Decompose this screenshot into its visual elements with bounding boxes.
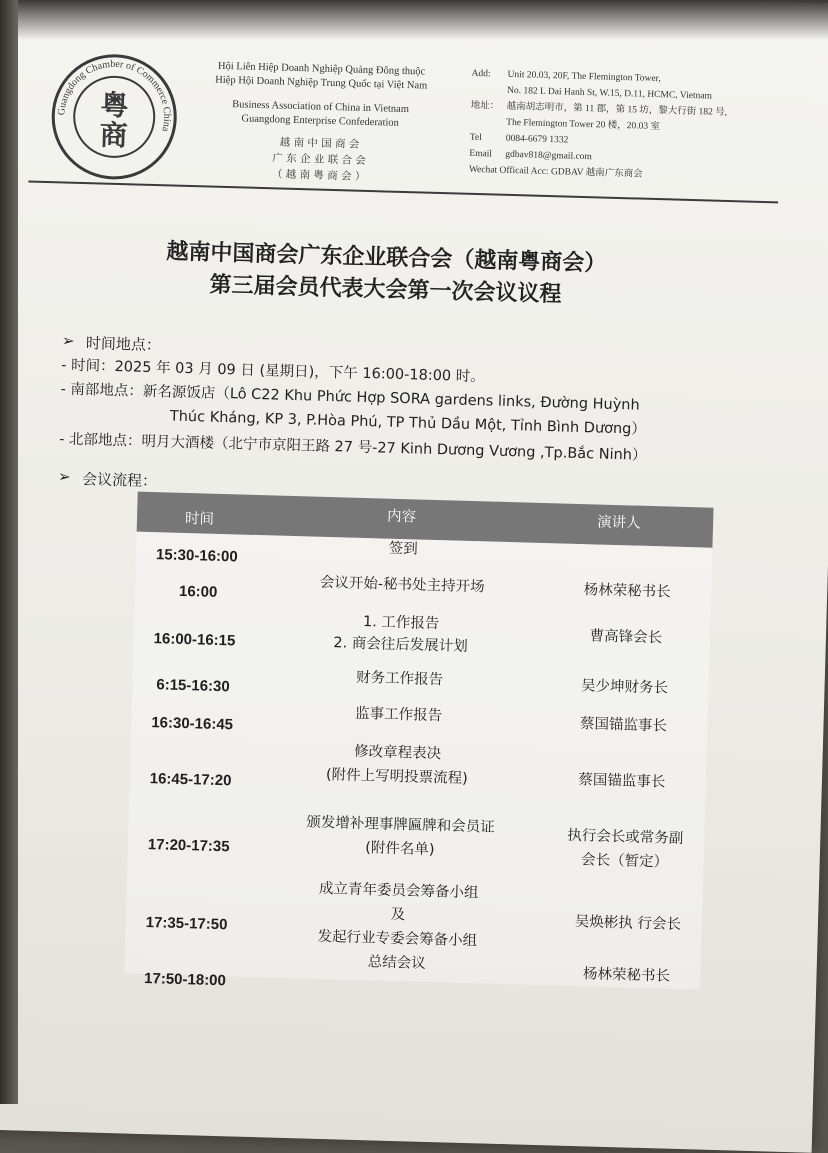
col-header-content: 内容 — [386, 508, 417, 526]
table-row-content: 及 — [390, 906, 406, 924]
header-en-line1: Business Association of China in Vietnam — [232, 99, 410, 116]
address-add-line1: Unit 20.03, 20F, The Flemington Tower, — [507, 69, 661, 85]
table-row-speaker: 会长（暂定） — [580, 852, 669, 871]
table-row-time: 15:30-16:00 — [155, 546, 238, 566]
address-dizhi-line1: 越南胡志明市，第 11 郡，第 15 坊，黎大行街 182 号, — [506, 101, 728, 118]
col-header-speaker: 演讲人 — [596, 514, 641, 532]
page-title-line1: 越南中国商会广东企业联合会（越南粤商会） — [166, 238, 607, 277]
section-time-location: 时间地点： — [85, 334, 162, 355]
header-cn-line2: 广 东 企 业 联 合 会 — [272, 152, 367, 167]
table-row-content: 2. 商会往后发展计划 — [333, 635, 468, 655]
north-location-line: - 北部地点：明月大酒楼（北宁市京阳王路 27 号-27 Kinh Dương Vương ,Tp.Bắc Ninh） — [58, 431, 647, 464]
header-cn-line3: （ 越 南 粤 商 会 ） — [271, 168, 366, 183]
table-row-speaker: 曹高锋会长 — [589, 628, 663, 647]
time-line: - 时间：2025 年 03 月 09 日 (星期日)，下午 16:00-18:00 时。 — [61, 357, 485, 386]
table-row-speaker: 吴少坤财务长 — [580, 678, 669, 697]
bullet-arrow-icon: ➢ — [57, 467, 71, 486]
header-vn-line2: Hiệp Hội Doanh Nghiệp Trung Quốc tại Việt Nam — [215, 74, 428, 92]
seal-ring-text: Guangdong Chamber of Commerce China — [56, 58, 173, 133]
table-row-speaker: 蔡国锚监事长 — [579, 716, 668, 735]
table-row-time: 16:00 — [178, 582, 218, 601]
chamber-seal-logo — [48, 51, 180, 183]
table-row-content: 会议开始-秘书处主持开场 — [319, 574, 485, 596]
table-row-content: 成立青年委员会筹备小组 — [318, 880, 479, 902]
south-location-line1: - 南部地点：新名源饭店（Lô C22 Khu Phức Hợp SORA gardens links, Đường Huỳnh — [60, 381, 640, 414]
table-row-content: 签到 — [388, 540, 418, 558]
tel-value: 0084-6679 1332 — [505, 133, 569, 146]
photo-shadow-left — [0, 0, 18, 1104]
seal-char-yue: 粤 — [100, 88, 130, 123]
address-add-label: Add: — [471, 68, 491, 80]
email-value: gdbav818@gmail.com — [505, 149, 593, 163]
table-row-speaker: 杨林荣秘书长 — [583, 582, 671, 601]
table-row-time: 16:00-16:15 — [153, 630, 236, 650]
email-label: Email — [469, 148, 493, 160]
table-row-content: 财务工作报告 — [355, 669, 444, 689]
table-row-content: 总结会议 — [367, 954, 426, 972]
table-row-content: 修改章程表决 — [353, 743, 442, 763]
table-row-time: 17:20-17:35 — [147, 836, 230, 856]
table-row-time: 6:15-16:30 — [156, 676, 230, 696]
south-location-line2: Thúc Kháng, KP 3, P.Hòa Phú, TP Thủ Dầu Một, Tỉnh Bình Dương） — [169, 408, 647, 438]
header-cn-line1: 越 南 中 国 商 会 — [279, 136, 360, 151]
page-title-line2: 第三届会员代表大会第一次会议议程 — [209, 271, 562, 308]
col-header-time: 时间 — [184, 510, 215, 528]
header-en-line2: Guangdong Enterprise Confederation — [241, 113, 400, 129]
table-row-content: 发起行业专委会筹备小组 — [317, 928, 478, 950]
table-row-speaker: 蔡国锚监事长 — [578, 772, 666, 791]
photo-shadow-top — [0, 0, 828, 40]
tel-label: Tel — [469, 132, 482, 144]
table-row-time: 17:35-17:50 — [145, 914, 228, 934]
table-row-content: (附件上写明投票流程) — [325, 767, 468, 787]
seal-char-shang: 商 — [99, 118, 129, 153]
table-row-content: (附件名单) — [365, 840, 435, 859]
table-row-content: 监事工作报告 — [354, 705, 443, 725]
table-row-speaker: 执行会长或常务副 — [567, 827, 684, 848]
table-row-speaker: 杨林荣秘书长 — [582, 966, 671, 985]
address-dizhi-line2: The Flemington Tower 20 楼，20.03 室 — [506, 117, 661, 133]
table-row-time: 16:45-17:20 — [149, 770, 232, 790]
bullet-arrow-icon: ➢ — [61, 331, 75, 350]
table-row-time: 17:50-18:00 — [143, 970, 227, 990]
section-agenda: 会议流程： — [81, 470, 158, 491]
table-row-time: 16:30-16:45 — [151, 714, 234, 734]
header-vn-line1: Hội Liên Hiệp Doanh Nghiệp Quảng Đông thuộc — [217, 60, 426, 78]
table-row-speaker: 吴焕彬执 行会长 — [574, 914, 682, 933]
address-add-line2: No. 182 L Dai Hanh St, W.15, D.11, HCMC, Vietnam — [506, 85, 713, 102]
table-row-content: 颁发增补理事牌匾牌和会员证 — [306, 814, 495, 836]
wechat-line: Wechat Officail Acc: GDBAV 越南广东商会 — [468, 164, 643, 180]
address-dizhi-label: 地址： — [470, 100, 500, 112]
table-row-content: 1. 工作报告 — [362, 613, 440, 633]
